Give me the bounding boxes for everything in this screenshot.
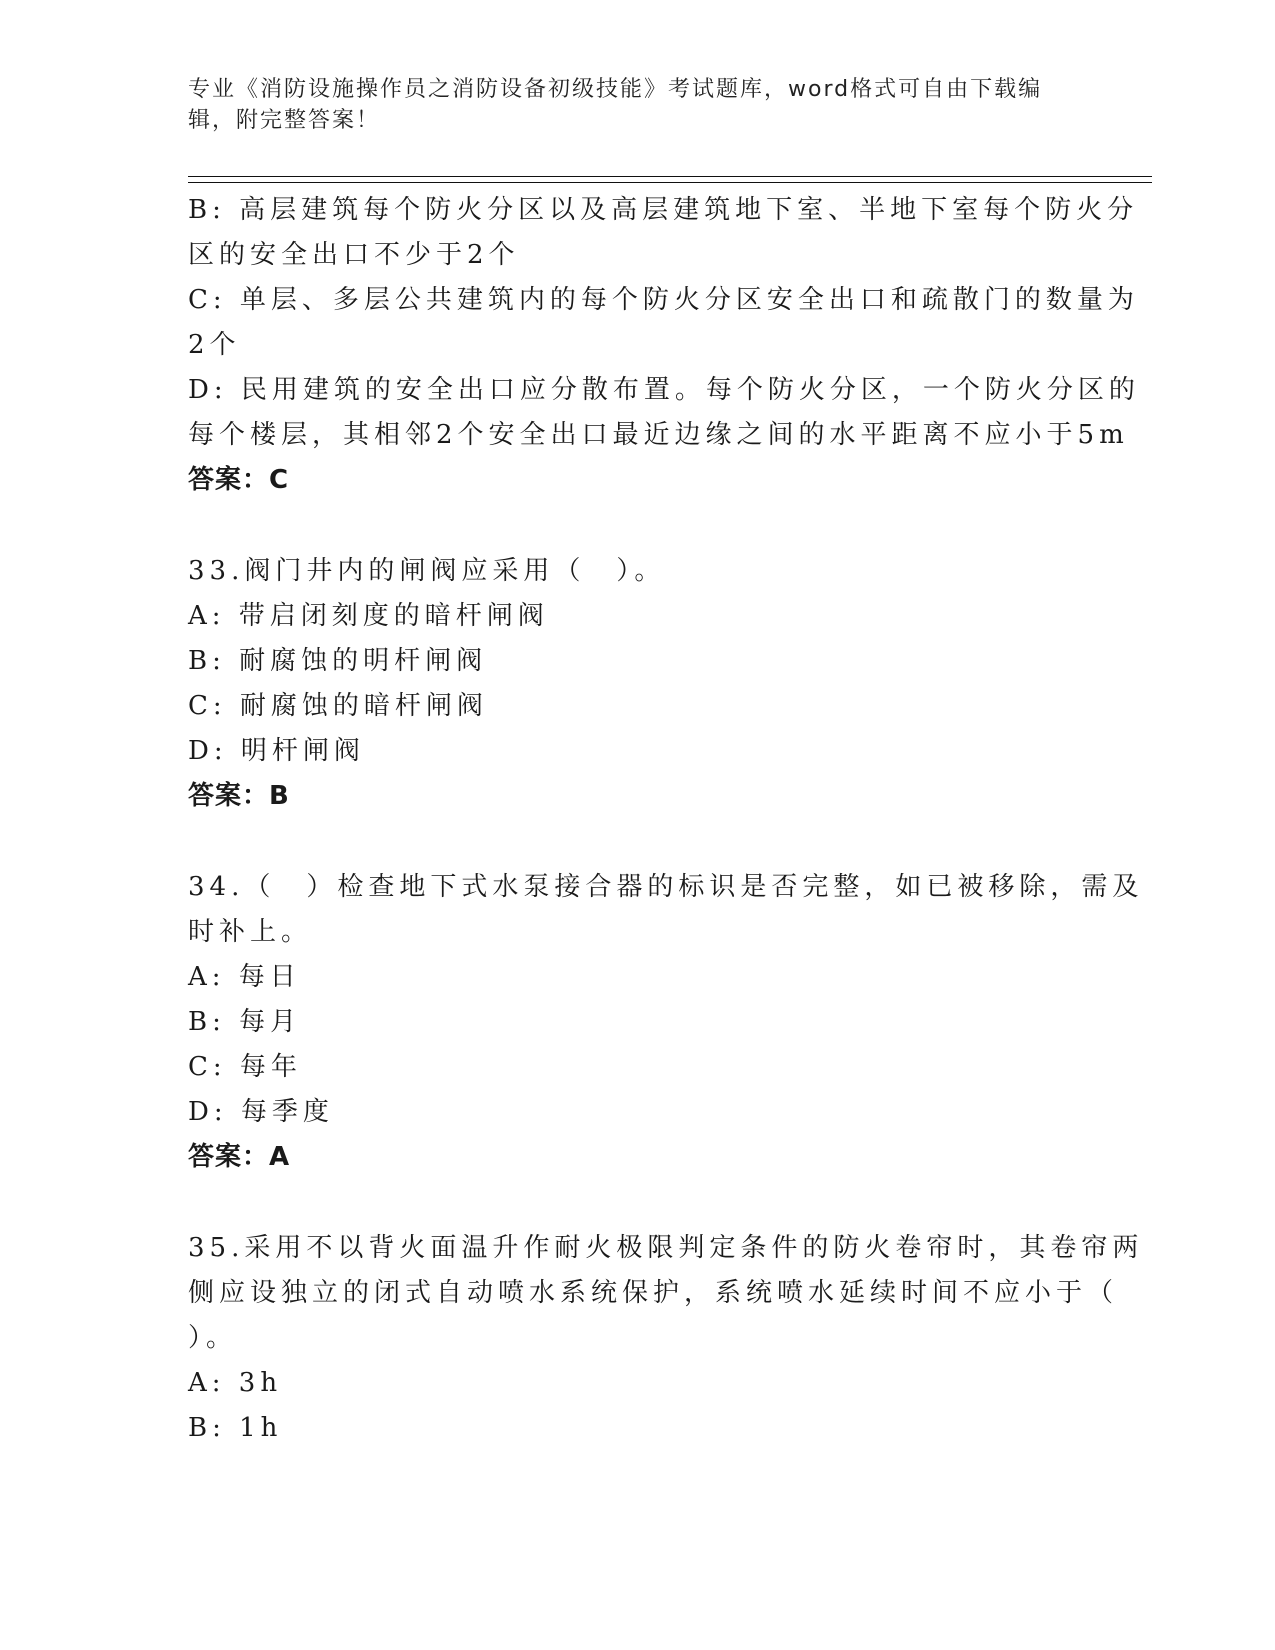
q33-answer: 答案：B bbox=[188, 781, 290, 811]
spacer bbox=[188, 503, 1073, 549]
q34-option-c: C: 每年 bbox=[188, 1052, 302, 1082]
question-content bbox=[188, 188, 1144, 1451]
q35-question-line-1: 35.采用不以背火面温升作耐火极限判定条件的防火卷帘时，其卷帘两 bbox=[188, 1233, 1144, 1263]
spacer bbox=[188, 819, 1073, 865]
q34-option-b: B: 每月 bbox=[188, 1007, 302, 1037]
question-32 bbox=[188, 188, 1140, 503]
q32-option-d-line-1: D: 民用建筑的安全出口应分散布置。每个防火分区，一个防火分区的 bbox=[188, 375, 1140, 405]
q33-question-text: 33.阀门井内的闸阀应采用（ ）。 bbox=[188, 556, 666, 586]
q32-answer: 答案：C bbox=[188, 465, 290, 495]
question-35 bbox=[188, 1226, 1144, 1451]
q34-question-line-2: 时补上。 bbox=[188, 917, 313, 947]
q35-question-line-2: 侧应设独立的闭式自动喷水系统保护，系统喷水延续时间不应小于（ bbox=[188, 1278, 1119, 1308]
q33-option-b: B: 耐腐蚀的明杆闸阀 bbox=[188, 646, 488, 676]
q34-option-a: A: 每日 bbox=[188, 962, 301, 992]
q33-option-a: A: 带启闭刻度的暗杆闸阀 bbox=[188, 601, 549, 631]
q33-option-c: C: 耐腐蚀的暗杆闸阀 bbox=[188, 691, 488, 721]
q35-option-a: A: 3h bbox=[188, 1368, 283, 1398]
q32-option-b-line-1: B: 高层建筑每个防火分区以及高层建筑地下室、半地下室每个防火分 bbox=[188, 195, 1139, 225]
spacer bbox=[188, 1180, 1073, 1226]
q34-answer: 答案：A bbox=[188, 1142, 291, 1172]
header-line-2: 辑，附完整答案！ bbox=[188, 108, 381, 133]
question-34 bbox=[188, 865, 1144, 1180]
q33-option-d: D: 明杆闸阀 bbox=[188, 736, 365, 766]
q32-option-c-line-1: C: 单层、多层公共建筑内的每个防火分区安全出口和疏散门的数量为 bbox=[188, 285, 1139, 315]
q32-option-d-line-2: 每个楼层，其相邻2个安全出口最近边缘之间的水平距离不应小于5m bbox=[188, 420, 1129, 450]
header-line-1: 专业《消防设施操作员之消防设备初级技能》考试题库，word格式可自由下载编 bbox=[188, 77, 1043, 102]
question-33 bbox=[188, 549, 1073, 819]
q34-question-line-1: 34.（ ）检查地下式水泵接合器的标识是否完整，如已被移除，需及 bbox=[188, 872, 1144, 902]
q32-option-b-line-2: 区的安全出口不少于2个 bbox=[188, 240, 520, 270]
page-header bbox=[188, 74, 1068, 136]
q32-option-c-line-2: 2个 bbox=[188, 330, 241, 360]
q35-question-line-3: ）。 bbox=[188, 1323, 238, 1353]
header-divider bbox=[188, 176, 1152, 183]
q34-option-d: D: 每季度 bbox=[188, 1097, 334, 1127]
q35-option-b: B: 1h bbox=[188, 1413, 283, 1443]
